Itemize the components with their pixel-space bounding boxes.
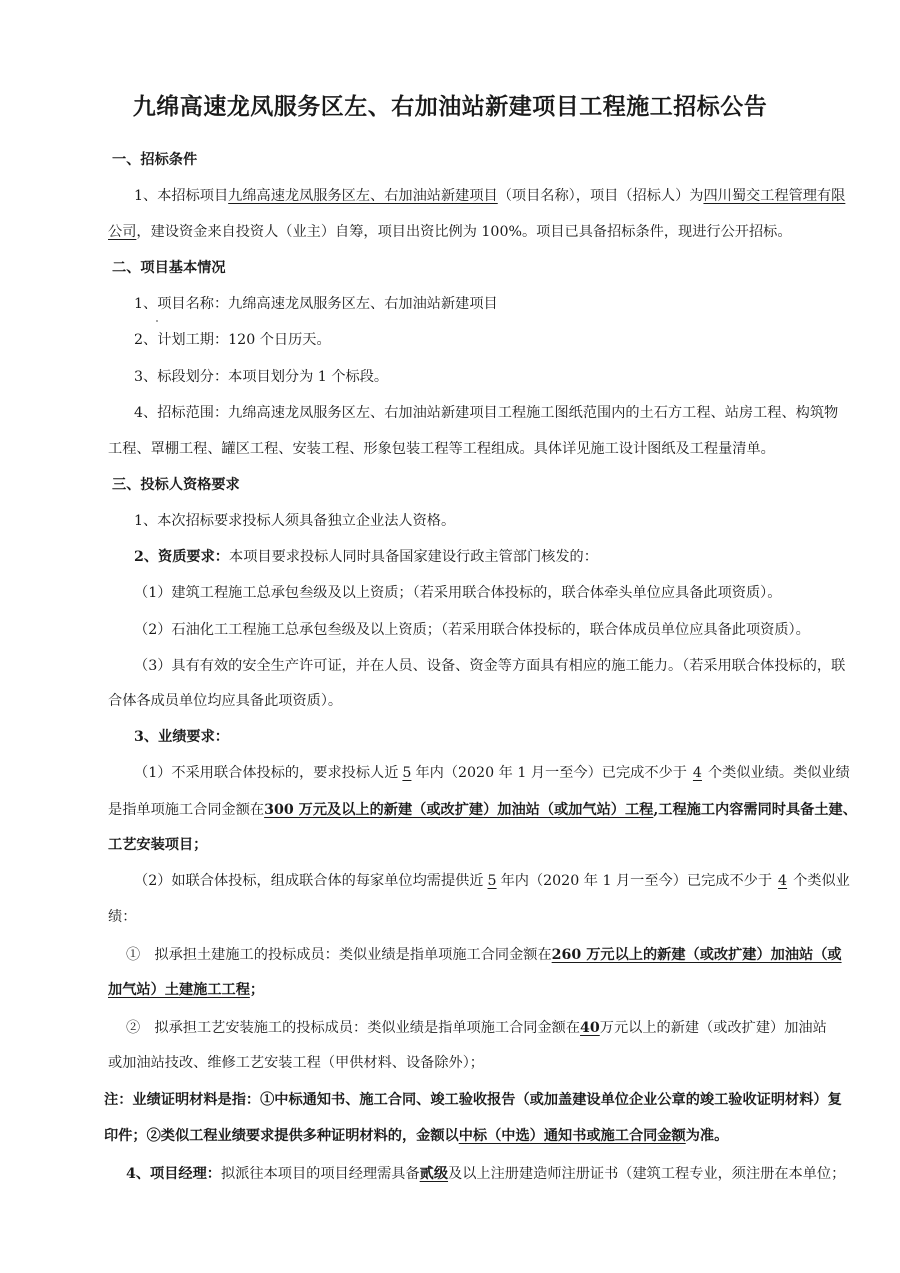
paragraph-line: 工艺安装项目； xyxy=(108,837,208,853)
text: （2）如联合体投标，组成联合体的每家单位均需提供近 xyxy=(134,873,484,889)
section-heading-bid-conditions: 一、招标条件 xyxy=(112,152,198,168)
paragraph-line xyxy=(134,763,850,783)
paragraph-line xyxy=(134,871,850,891)
label: 2、资质要求： xyxy=(134,549,229,565)
section-heading-qualifications: 三、投标人资格要求 xyxy=(112,477,240,493)
level-value: 贰级 xyxy=(419,1166,449,1182)
project-name: 九绵高速龙凤服务区左、右加油站新建项目 xyxy=(228,188,498,204)
text: ； xyxy=(249,982,265,998)
years-value: 5 xyxy=(487,873,497,889)
section-heading-project-info: 二、项目基本情况 xyxy=(112,260,226,276)
list-item: （3）具有有效的安全生产许可证，并在人员、设备、资金等方面具有相应的施工能力。（若采用联合体投标的，联 xyxy=(134,658,846,674)
paragraph-line xyxy=(108,980,264,1000)
text: （1）不采用联合体投标的，要求投标人近 xyxy=(134,765,399,781)
label: 4、项目经理： xyxy=(126,1166,221,1182)
list-item: 2、计划工期：120 个日历天。 xyxy=(134,332,331,348)
scan-speck xyxy=(156,320,158,322)
paragraph-line xyxy=(108,800,857,820)
text: （项目名称），项目（招标人）为 xyxy=(497,188,704,204)
text: 年内（2020 年 1 月一至今）已完成不少于 xyxy=(415,765,687,781)
count-value: 4 xyxy=(778,873,788,889)
amount-requirement: 加气站）土建施工工程 xyxy=(108,982,250,998)
owner-name: 公司 xyxy=(108,224,137,240)
text: ，建设资金来自投资人（业主）自筹，项目出资比例为 100%。项目已具备招标条件，现进行公开招标。 xyxy=(136,224,792,240)
list-item xyxy=(134,547,598,567)
note-line: 注：业绩证明材料是指：①中标通知书、施工合同、竣工验收报告（或加盖建设单位企业公章的竣工验收证明材料）复 xyxy=(104,1092,842,1108)
owner-name: 四川蜀交工程管理有限 xyxy=(703,188,846,204)
note-line xyxy=(104,1126,728,1146)
label: 3、业绩要求： xyxy=(134,729,229,745)
paragraph-line xyxy=(108,222,792,242)
text: 为准。 xyxy=(685,1128,729,1144)
list-item: 3、标段划分：本项目划分为 1 个标段。 xyxy=(134,369,389,385)
amount-value: 40 xyxy=(580,1020,600,1036)
text: 个类似业 xyxy=(793,873,850,889)
paragraph-line xyxy=(126,1018,827,1038)
paragraph-line: 或加油站技改、维修工艺安装工程（甲供材料、设备除外）； xyxy=(108,1055,484,1071)
text: ② 拟承担工艺安装施工的投标成员：类似业绩是指单项施工合同金额在 xyxy=(126,1020,581,1036)
text: 1、本招标项目 xyxy=(134,188,229,204)
text: 万元以上的新建（或改扩建）加油站 xyxy=(599,1020,827,1036)
text: 印件；②类似工程业绩要求提供多种证明材料的，金额以 xyxy=(104,1128,459,1144)
paragraph-line xyxy=(126,945,842,965)
paragraph-line: 绩： xyxy=(108,909,137,925)
text: 个类似业绩。类似业绩 xyxy=(707,765,850,781)
list-item: 1、本次招标要求投标人须具备独立企业法人资格。 xyxy=(134,513,456,529)
amount-requirement: 260 万元以上的新建（或改扩建）加油站（或 xyxy=(551,947,842,963)
list-item: 合体各成员单位均应具备此项资质）。 xyxy=(108,693,343,709)
text: 拟派往本项目的项目经理需具备 xyxy=(221,1166,420,1182)
amount-requirement: 300 万元及以上的新建（或改扩建）加油站（或加气站）工程 xyxy=(264,802,654,818)
list-item: 1、项目名称：九绵高速龙凤服务区左、右加油站新建项目 xyxy=(134,296,498,312)
text: 本项目要求投标人同时具备国家建设行政主管部门核发的： xyxy=(229,549,598,565)
text: ① 拟承担土建施工的投标成员：类似业绩是指单项施工合同金额在 xyxy=(126,947,552,963)
count-value: 4 xyxy=(692,765,702,781)
text: ,工程施工内容需同时具备土建、 xyxy=(653,802,857,818)
paragraph-line xyxy=(134,186,845,206)
text: 及以上注册建造师注册证书（建筑工程专业，须注册在本单位； xyxy=(448,1166,846,1182)
text: 年内（2020 年 1 月一至今）已完成不少于 xyxy=(500,873,773,889)
page-title: 九绵高速龙凤服务区左、右加油站新建项目工程施工招标公告 xyxy=(132,93,768,120)
list-item: （1）建筑工程施工总承包叁级及以上资质；（若采用联合体投标的，联合体牵头单位应具备此项资质）。 xyxy=(134,585,782,601)
note-highlight: 中标（中选）通知书或施工合同金额 xyxy=(458,1128,686,1144)
years-value: 5 xyxy=(402,765,412,781)
list-item: （2）石油化工工程施工总承包叁级及以上资质；（若采用联合体投标的，联合体成员单位应具备此项资质）。 xyxy=(134,622,810,638)
paragraph-line xyxy=(126,1164,845,1184)
list-item: 工程、罩棚工程、罐区工程、安装工程、形象包装工程等工程组成。具体详见施工设计图纸及工程量清单。 xyxy=(108,441,775,457)
list-item: 4、招标范围：九绵高速龙凤服务区左、右加油站新建项目工程施工图纸范围内的土石方工程、站房工程、构筑物 xyxy=(134,405,839,421)
text: 是指单项施工合同金额在 xyxy=(108,802,265,818)
